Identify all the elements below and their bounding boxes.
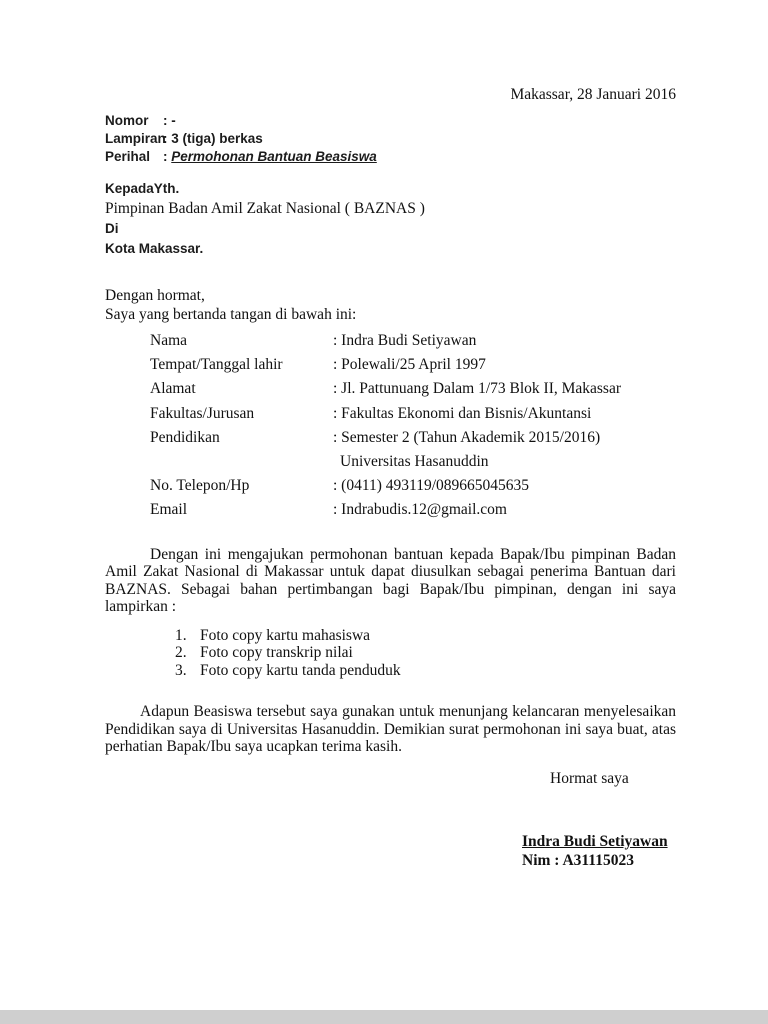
- detail-value: Universitas Hasanuddin: [340, 453, 489, 471]
- detail-row-telepon: [105, 474, 676, 498]
- meta-row-nomor: [105, 112, 676, 130]
- detail-row-universitas: [105, 450, 676, 474]
- detail-label: Pendidikan: [150, 428, 220, 446]
- detail-value: : Fakultas Ekonomi dan Bisnis/Akuntansi: [333, 404, 592, 422]
- attachment-item: [175, 644, 676, 662]
- detail-row-alamat: [105, 377, 676, 401]
- attachment-text: Foto copy kartu tanda penduduk: [200, 662, 401, 680]
- lampiran-label: Lampiran: [105, 131, 166, 146]
- signature-nim: Nim : A31115023: [522, 852, 634, 870]
- recipient-line-kepada: KepadaYth.: [105, 181, 180, 196]
- recipient-line-di: Di: [105, 221, 119, 236]
- detail-label: No. Telepon/Hp: [150, 477, 250, 495]
- recipient-line-pimpinan: Pimpinan Badan Amil Zakat Nasional ( BAZNAS ): [105, 200, 425, 217]
- nomor-value: : -: [163, 113, 176, 128]
- perihal-label: Perihal: [105, 149, 151, 164]
- detail-value: : Indra Budi Setiyawan: [333, 332, 477, 349]
- signature-name: Indra Budi Setiyawan: [522, 832, 668, 850]
- attachment-number: 1.: [175, 626, 187, 644]
- salutation-line: Dengan hormat,: [105, 287, 205, 304]
- detail-value: : Polewali/25 April 1997: [333, 356, 486, 374]
- perihal-colon: :: [163, 149, 172, 164]
- detail-label: Nama: [150, 332, 188, 349]
- body-paragraph-2: Adapun Beasiswa tersebut saya gunakan untuk menunjang kelancaran menyelesaikan Pendidikan saya di Universitas Hasanuddin. Demikian surat permohonan ini saya buat, atas perhatian Bapak/Ibu saya ucapkan terima kasih.: [105, 703, 676, 756]
- detail-row-ttl: [105, 353, 676, 377]
- detail-value: : Jl. Pattunuang Dalam 1/73 Blok II, Makassar: [333, 380, 621, 398]
- detail-label: Alamat: [150, 380, 196, 398]
- attachment-item: [175, 662, 676, 680]
- detail-label: Tempat/Tanggal lahir: [150, 356, 283, 374]
- attachment-text: Foto copy transkrip nilai: [200, 644, 353, 662]
- lampiran-value: : 3 (tiga) berkas: [163, 131, 263, 146]
- recipient-line-kota: Kota Makassar.: [105, 241, 204, 256]
- attachment-number: 2.: [175, 644, 187, 662]
- detail-row-fakultas: [105, 402, 676, 426]
- detail-label: Fakultas/Jurusan: [150, 404, 255, 422]
- letter-meta: [105, 112, 676, 166]
- recipient-block: [105, 179, 676, 259]
- date-line: Makassar, 28 Januari 2016: [510, 86, 676, 103]
- body-paragraph-1: Dengan ini mengajukan permohonan bantuan kepada Bapak/Ibu pimpinan Badan Amil Zakat Nasional di Makassar untuk dapat diusulkan sebagai penerima Bantuan dari BAZNAS. Sebagai bahan pertimbangan bagi Bapak/Ibu pimpinan, dengan ini saya lampirkan :: [105, 545, 676, 616]
- detail-row-email: [105, 498, 676, 522]
- detail-value: : (0411) 493119/089665045635: [333, 477, 530, 495]
- detail-label: Email: [150, 501, 188, 519]
- nomor-label: Nomor: [105, 113, 149, 128]
- intro-line: Saya yang bertanda tangan di bawah ini:: [105, 305, 357, 323]
- signature-block: [522, 832, 676, 871]
- meta-row-perihal: [105, 148, 676, 166]
- detail-value: : Indrabudis.12@gmail.com: [333, 501, 507, 519]
- meta-row-lampiran: [105, 130, 676, 148]
- closing-line: Hormat saya: [550, 769, 629, 787]
- attachment-item: [175, 627, 676, 645]
- details-table: [105, 329, 676, 523]
- attachment-text: Foto copy kartu mahasiswa: [200, 626, 371, 644]
- perihal-subject: Permohonan Bantuan Beasiswa: [171, 149, 377, 164]
- detail-row-nama: [105, 329, 676, 353]
- attachments-list: [105, 627, 676, 680]
- detail-row-pendidikan: [105, 426, 676, 450]
- attachment-number: 3.: [175, 662, 187, 680]
- detail-value: : Semester 2 (Tahun Akademik 2015/2016): [333, 428, 601, 446]
- salutation-block: [105, 287, 676, 324]
